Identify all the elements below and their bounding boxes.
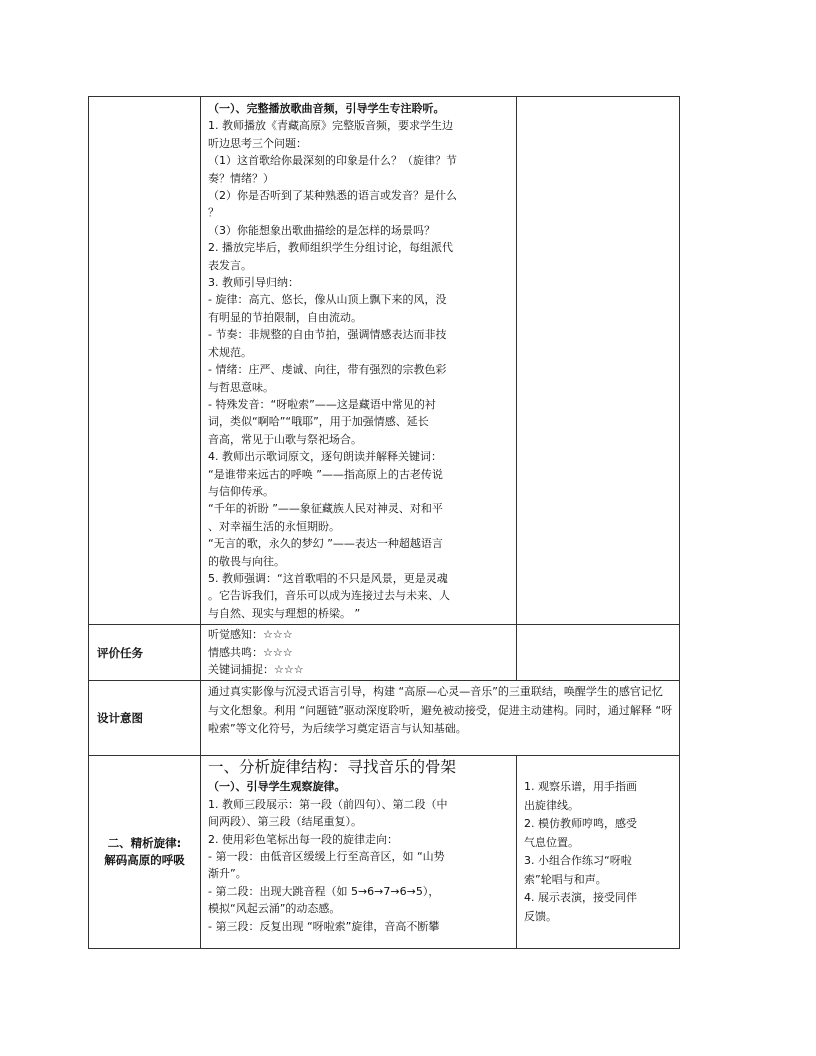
activity-line: 模拟“风起云涌”的动态感。: [208, 902, 341, 916]
student-line: 2. 模仿教师哼鸣，感受: [524, 817, 637, 831]
activity-line: - 旋律：高亢、悠长，像从山顶上飘下来的风，没: [208, 293, 447, 307]
student-line: 反馈。: [524, 909, 557, 923]
evaluation-item: 听觉感知：☆☆☆: [208, 628, 293, 642]
section-label-line2: 解码高原的呼吸: [104, 853, 185, 868]
lesson-plan-table: [88, 96, 680, 949]
activity-line: ？: [208, 206, 219, 220]
activity-line: 的敬畏与向往。: [208, 554, 285, 568]
evaluation-side-cell: [517, 625, 680, 681]
activity-line: - 第一段：由低音区缓缓上行至高音区，如 “山势: [208, 850, 445, 864]
activity-line: “是谁带来远古的呼唤 ”——指高原上的古老传说: [208, 467, 443, 481]
activity-line: （3）你能想象出歌曲描绘的是怎样的场景吗？: [208, 223, 435, 237]
activity-line: 2. 使用彩色笔标出每一段的旋律走向：: [208, 832, 398, 846]
activity-line: 有明显的节拍限制，自由流动。: [208, 310, 362, 324]
activity-line: - 情绪：庄严、虔诚、向往，带有强烈的宗教色彩: [208, 363, 447, 377]
activity-line: - 第二段：出现大跳音程（如 5→6→7→6→5），: [208, 884, 440, 898]
section-label-line1: 二、精析旋律:: [107, 836, 182, 851]
student-line: 索”轮唱与和声。: [524, 872, 607, 886]
student-activity-cell: [517, 756, 680, 949]
student-activity-cell-empty: [517, 97, 680, 625]
activity-line: 间两段）、第三段（结尾重复）。: [208, 815, 362, 829]
section-heading: 一、分析旋律结构：寻找音乐的骨架: [208, 758, 457, 777]
activity-line: 4. 教师出示歌词原文，逐句朗读并解释关键词：: [208, 450, 442, 464]
student-line: 出旋律线。: [524, 798, 579, 812]
activity-line: 与哲思意味。: [208, 380, 274, 394]
table-row-design-intent: [89, 681, 680, 756]
row-label-cell-empty: [89, 97, 201, 625]
activity-line: 2. 播放完毕后，教师组织学生分组讨论，每组派代: [208, 241, 453, 255]
activity-line: 奏？情绪？）: [208, 171, 274, 185]
activity-line: 术规范。: [208, 345, 252, 359]
activity-line: 音高，常见于山歌与祭祀场合。: [208, 432, 362, 446]
evaluation-item: 关键词捕捉：☆☆☆: [208, 663, 304, 676]
table-row-evaluation: [89, 625, 680, 681]
student-line: 3. 小组合作练习“呀啦: [524, 854, 632, 868]
activity-line: 听边思考三个问题：: [208, 136, 307, 150]
student-line: 1. 观察乐谱，用手指画: [524, 780, 637, 794]
section-label-cell: [89, 756, 201, 949]
table-row-listening: [89, 97, 680, 625]
activity-line: 1. 教师三段展示：第一段（前四句）、第二段（中: [208, 797, 448, 811]
activity-line: “千年的祈盼 ”——象征藏族人民对神灵、对和平: [208, 502, 443, 516]
teacher-activity-cell: [201, 97, 517, 625]
evaluation-label: 评价任务: [89, 625, 201, 681]
activity-line: - 节奏：非规整的自由节拍，强调情感表达而非技: [208, 328, 447, 342]
evaluation-item: 情感共鸣：☆☆☆: [208, 645, 293, 659]
table-row-melody-analysis: [89, 756, 680, 949]
activity-line: - 特殊发音：“呀啦索”——这是藏语中常见的衬: [208, 397, 436, 411]
design-intent-label: 设计意图: [89, 681, 201, 756]
activity-line: 1. 教师播放《青藏高原》完整版音频，要求学生边: [208, 119, 453, 133]
activity-line: 。它告诉我们，音乐可以成为连接过去与未来、人: [208, 589, 450, 603]
activity-line: （1）这首歌给你最深刻的印象是什么？（旋律？节: [208, 154, 457, 168]
activity-heading: （一）、完整播放歌曲音频，引导学生专注聆听。: [208, 102, 445, 115]
activity-line: （2）你是否听到了某种熟悉的语言或发音？是什么: [208, 189, 457, 203]
student-line: 气息位置。: [524, 835, 579, 849]
evaluation-cell: [201, 625, 517, 681]
activity-line: - 第三段：反复出现 “呀啦索”旋律，音高不断攀: [208, 919, 440, 933]
activity-line: 3. 教师引导归纳：: [208, 276, 299, 290]
activity-line: 、对幸福生活的永恒期盼。: [208, 519, 340, 533]
design-intent-text: 通过真实影像与沉浸式语言引导，构建 “高原—心灵—音乐”的三重联结，唤醒学生的感官记忆与文化想象。利用 “问题链”驱动深度聆听，避免被动接受，促进主动建构。同时，通过解释 “呀啦索”等文化符号，为后续学习奠定语言与认知基础。: [201, 681, 680, 756]
activity-line: “无言的歌，永久的梦幻 ”——表达一种超越语言: [208, 537, 443, 551]
activity-line: 与信仰传承。: [208, 484, 274, 498]
melody-activity-cell: [201, 756, 517, 949]
section-subheading: （一）、引导学生观察旋律。: [208, 780, 346, 794]
activity-line: 5. 教师强调：“这首歌唱的不只是风景，更是灵魂: [208, 571, 448, 585]
activity-line: 与自然、现实与理想的桥梁。 ”: [208, 606, 361, 620]
activity-line: 表发言。: [208, 258, 252, 272]
activity-line: 词，类似“啊哈”“哦耶”，用于加强情感、延长: [208, 415, 429, 429]
activity-line: 渐升”。: [208, 867, 247, 881]
student-line: 4. 展示表演，接受同伴: [524, 891, 637, 905]
